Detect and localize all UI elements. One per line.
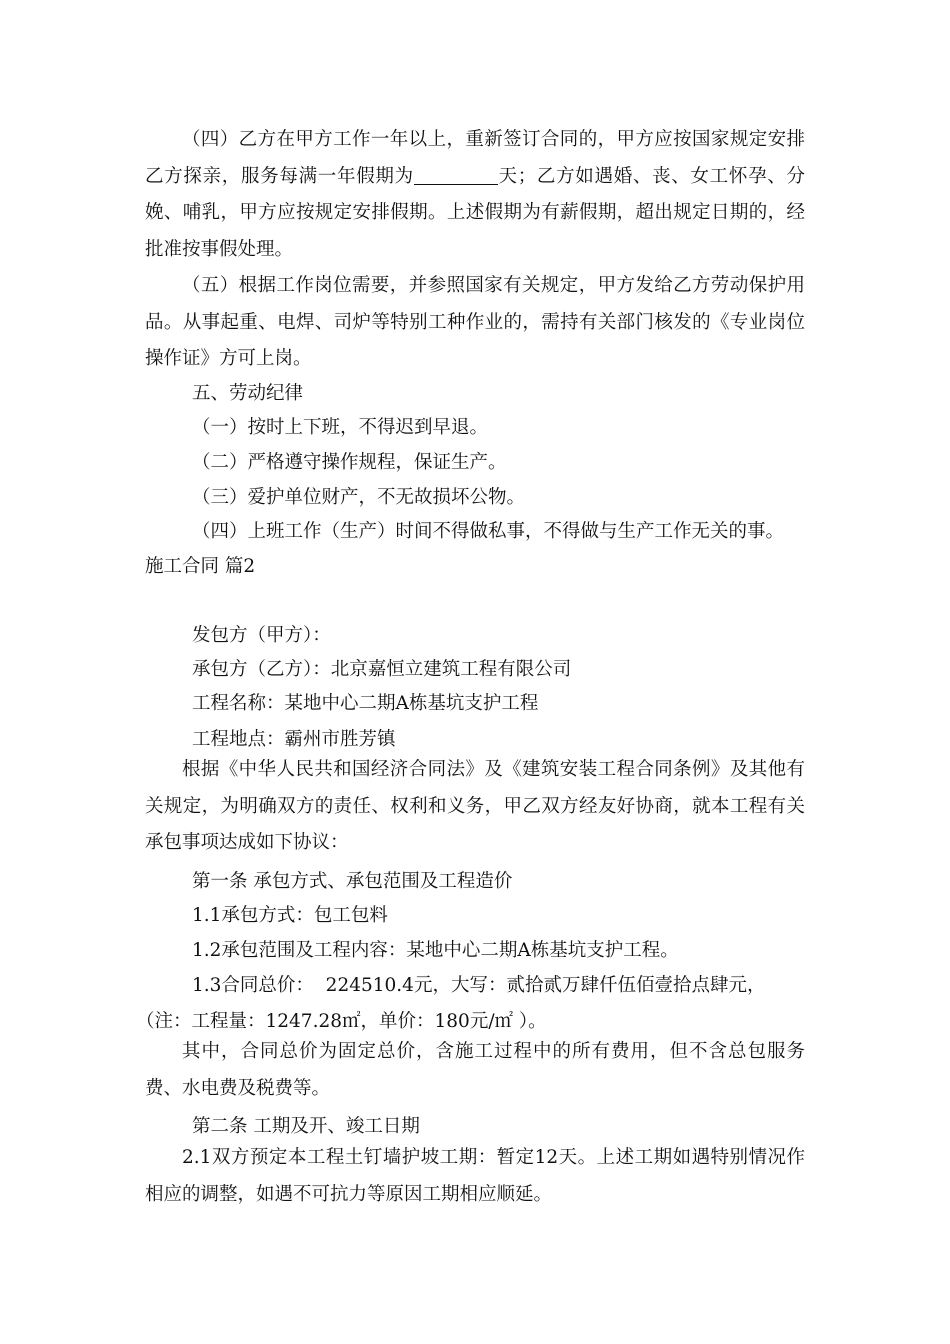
basis-paragraph: 根据《中华人民共和国经济合同法》及《建筑安装工程合同条例》及其他有关规定，为明确双方的责任、权利和义务，甲乙双方经友好协商，就本工程有关承包事项达成如下协议： xyxy=(145,759,805,854)
days-blank xyxy=(414,166,498,185)
article-1-heading: 第一条 承包方式、承包范围及工程造价 xyxy=(192,871,513,892)
clause-1-2: 1.2承包范围及工程内容：某地中心二期A栋基坑支护工程。 xyxy=(192,940,679,961)
price-note: （注：工程量：1247.28㎡，单价：180元/㎡ ）。 xyxy=(136,1011,547,1032)
discipline-item: （二）严格遵守操作规程，保证生产。 xyxy=(192,452,507,473)
discipline-item: （一）按时上下班，不得迟到早退。 xyxy=(192,417,489,438)
leave-text-after-blank: 天；乙方如遇婚、丧、女工怀孕、分娩、哺乳，甲方应按规定安排假期。上述假期为有薪假期，超出规定日期的，经批准按事假处理。 xyxy=(145,165,805,260)
article-2-heading: 第二条 工期及开、竣工日期 xyxy=(192,1116,420,1137)
clause-2-1: 2.1双方预定本工程土钉墙护坡工期：暂定12天。上述工期如遇特别情况作相应的调整，如遇不可抗力等原因工期相应顺延。 xyxy=(145,1147,805,1205)
project-site-line: 工程地点：霸州市胜芳镇 xyxy=(192,729,396,750)
section-heading-labor-discipline: 五、劳动纪律 xyxy=(192,383,304,404)
contract-title: 施工合同 篇2 xyxy=(145,556,256,577)
leave-text-before-blank: （四）乙方在甲方工作一年以上，重新签订合同的，甲方应按国家规定安排乙方探亲，服务每满一年假期为 xyxy=(145,129,805,187)
clause-1-1: 1.1承包方式：包工包料 xyxy=(192,905,388,926)
employer-line: 发包方（甲方）： xyxy=(192,625,331,646)
leave-paragraph xyxy=(145,122,805,268)
protective-equipment-paragraph: （五）根据工作岗位需要，并参照国家有关规定，甲方发给乙方劳动保护用品。从事起重、电焊、司炉等特别工种作业的，需持有关部门核发的《专业岗位操作证》方可上岗。 xyxy=(145,275,805,370)
contractor-line: 承包方（乙方）：北京嘉恒立建筑工程有限公司 xyxy=(192,659,572,680)
fixed-price-paragraph: 其中，合同总价为固定总价，含施工过程中的所有费用，但不含总包服务费、水电费及税费等。 xyxy=(145,1041,805,1099)
discipline-item: （三）爱护单位财产，不无故损坏公物。 xyxy=(192,487,526,508)
clause-1-3: 1.3合同总价： 224510.4元，大写：贰拾贰万肆仟伍佰壹拾点肆元， xyxy=(192,975,766,996)
discipline-item: （四）上班工作（生产）时间不得做私事，不得做与生产工作无关的事。 xyxy=(192,521,785,542)
project-name-line: 工程名称：某地中心二期A栋基坑支护工程 xyxy=(192,693,539,714)
